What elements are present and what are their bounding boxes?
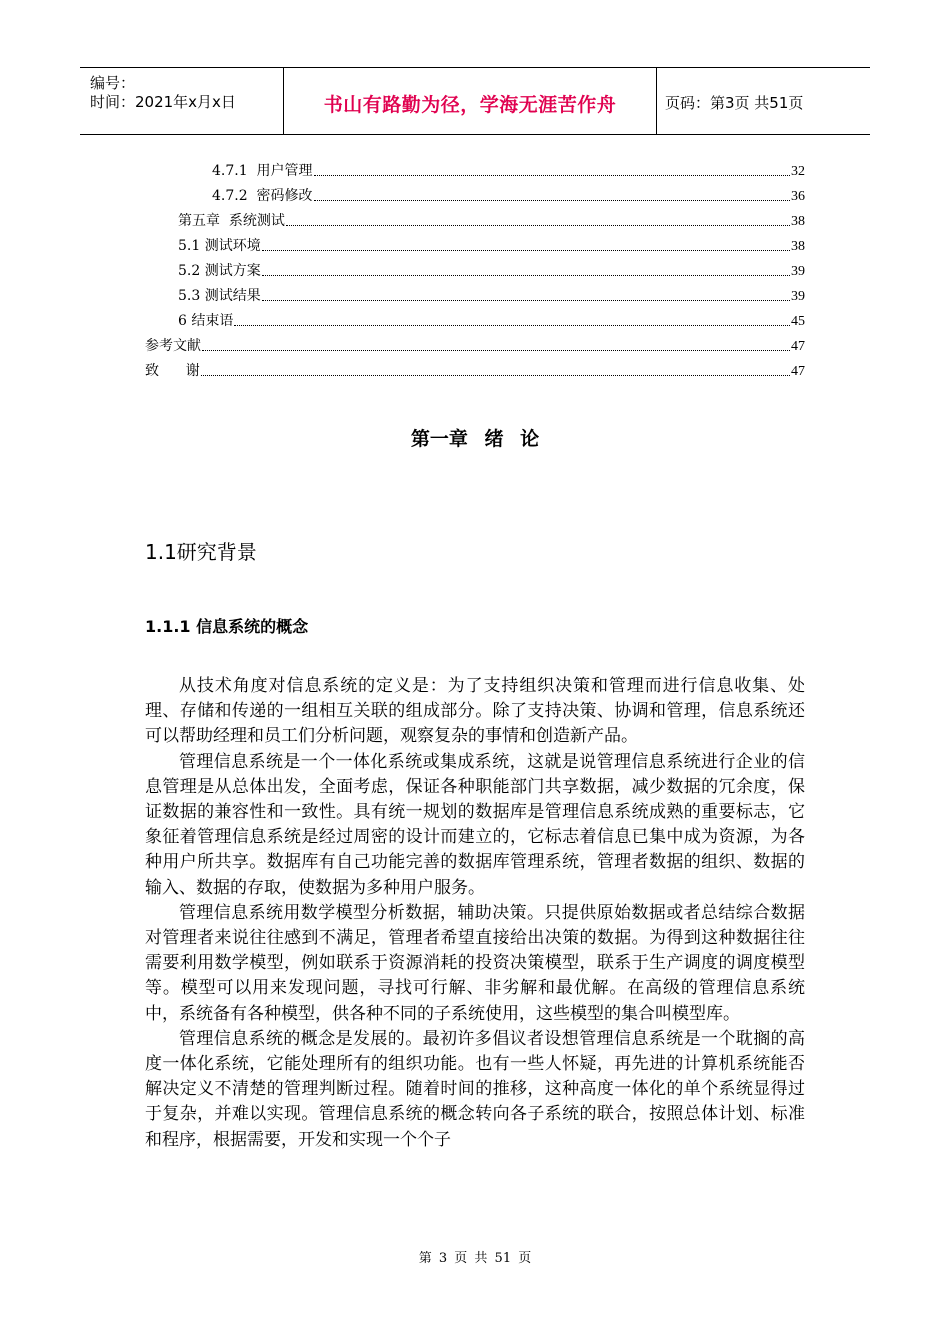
toc-entry-page: 39 — [791, 264, 805, 279]
toc-entry[interactable] — [178, 260, 805, 280]
toc-entry-label: 致 谢 — [145, 363, 200, 379]
toc-leader-dots — [262, 299, 790, 301]
toc-entry-label: 第五章 系统测试 — [178, 213, 285, 229]
toc-entry-page: 38 — [791, 214, 805, 229]
toc-entry-label: 4.7.1 用户管理 — [212, 163, 313, 179]
header-page-info: 页码：第3页 共51页 — [665, 93, 804, 112]
section-title: 1.1研究背景 — [145, 540, 257, 564]
paragraph: 从技术角度对信息系统的定义是：为了支持组织决策和管理而进行信息收集、处理、存储和传递的一组相互关联的组成部分。除了支持决策、协调和管理，信息系统还可以帮助经理和员工们分析问题，观察复杂的事情和创造新产品。 — [145, 676, 805, 747]
toc-entry[interactable] — [145, 335, 805, 355]
toc-entry-page: 47 — [791, 364, 805, 379]
toc-leader-dots — [286, 224, 790, 226]
paragraph: 管理信息系统的概念是发展的。最初许多倡议者设想管理信息系统是一个耽搁的高度一体化系统，它能处理所有的组织功能。也有一些人怀疑，再先进的计算机系统能否解决定义不清楚的管理判断过程。随着时间的推移，这种高度一体化的单个系统显得过于复杂，并难以实现。管理信息系统的概念转向各子系统的联合，按照总体计划、标准和程序，根据需要，开发和实现一个个子 — [145, 1028, 805, 1150]
toc-leader-dots — [234, 324, 790, 326]
page-footer: 第 3 页 共 51 页 — [418, 1251, 532, 1266]
toc-entry[interactable] — [178, 310, 805, 330]
toc-entry[interactable] — [178, 285, 805, 305]
page-header — [80, 67, 870, 135]
header-motto-cell — [283, 68, 657, 134]
subsection-title: 1.1.1 信息系统的概念 — [145, 617, 309, 636]
header-motto: 书山有路勤为径，学海无涯苦作舟 — [323, 93, 617, 116]
toc-entry-page: 45 — [791, 314, 805, 329]
toc-entry[interactable] — [178, 235, 805, 255]
toc-entry-label: 5.2 测试方案 — [178, 263, 261, 279]
chapter-title: 第一章 绪 论 — [410, 428, 540, 450]
toc-leader-dots — [262, 249, 790, 251]
toc-leader-dots — [201, 374, 790, 376]
paragraph: 管理信息系统是一个一体化系统或集成系统，这就是说管理信息系统进行企业的信息管理是从总体出发，全面考虑，保证各种职能部门共享数据，减少数据的冗余度，保证数据的兼容性和一致性。具有统一规划的数据库是管理信息系统成熟的重要标志，它象征着管理信息系统是经过周密的设计而建立的，它标志着信息已集中成为资源，为各种用户所共享。数据库有自己功能完善的数据库管理系统，管理者数据的组织、数据的输入、数据的存取，使数据为多种用户服务。 — [145, 751, 805, 898]
toc-entry[interactable] — [145, 360, 805, 380]
document-number-label: 编号： — [90, 74, 136, 92]
toc-entry-label: 5.1 测试环境 — [178, 238, 261, 254]
toc-entry-page: 36 — [791, 189, 805, 204]
paragraph: 管理信息系统用数学模型分析数据，辅助决策。只提供原始数据或者总结综合数据对管理者来说往往感到不满足，管理者希望直接给出决策的数据。为得到这种数据往往需要利用数学模型，例如联系于资源消耗的投资决策模型，联系于生产调度的调度模型等。模型可以用来发现问题，寻找可行解、非劣解和最优解。在高级的管理信息系统中，系统备有各种模型，供各种不同的子系统使用，这些模型的集合叫模型库。 — [145, 902, 805, 1024]
toc-entry-label: 5.3 测试结果 — [178, 288, 261, 304]
toc-entry-label: 4.7.2 密码修改 — [212, 188, 313, 204]
toc-entry[interactable] — [178, 210, 805, 230]
toc-entry-page: 39 — [791, 289, 805, 304]
toc-entry-label: 参考文献 — [145, 338, 201, 354]
toc-entry-page: 32 — [791, 164, 805, 179]
toc-leader-dots — [262, 274, 790, 276]
header-meta — [80, 68, 283, 134]
body-text — [145, 674, 805, 1153]
toc-entry-page: 47 — [791, 339, 805, 354]
toc-leader-dots — [314, 174, 790, 176]
toc-entry-label: 6 结束语 — [178, 313, 234, 329]
toc-leader-dots — [202, 349, 790, 351]
toc-entry[interactable] — [212, 185, 805, 205]
header-page-cell — [657, 68, 870, 134]
toc-entry-page: 38 — [791, 239, 805, 254]
toc-entry[interactable] — [212, 160, 805, 180]
toc-leader-dots — [314, 199, 790, 201]
document-date: 时间：2021年x月x日 — [90, 93, 236, 111]
